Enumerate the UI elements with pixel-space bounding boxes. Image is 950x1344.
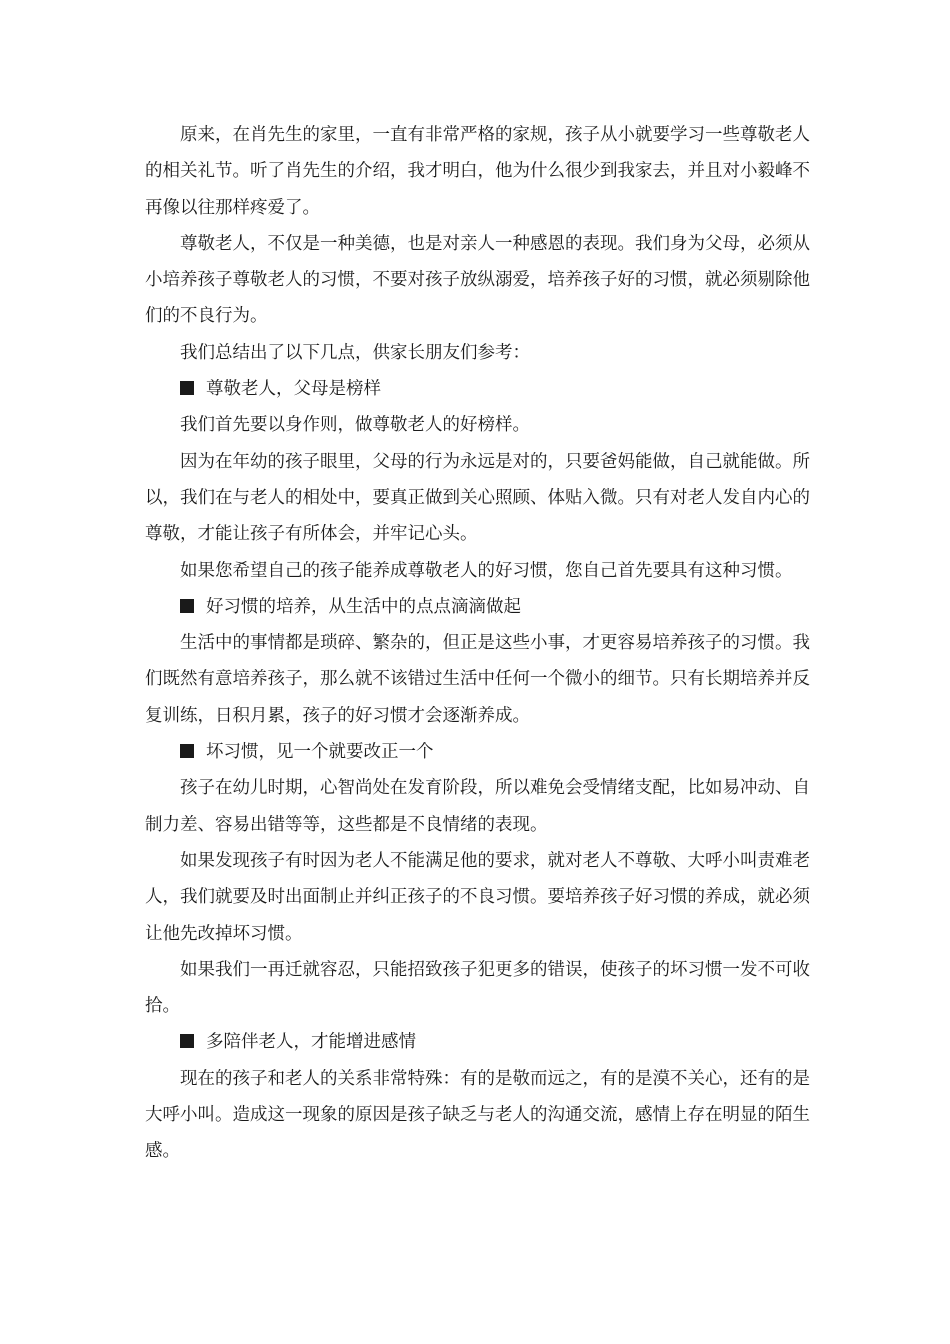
section-heading — [145, 589, 810, 625]
paragraph: 生活中的事情都是琐碎、繁杂的，但正是这些小事，才更容易培养孩子的习惯。我们既然有意培养孩子，那么就不该错过生活中任何一个微小的细节。只有长期培养并反复训练，日积月累，孩子的好习惯才会逐渐养成。 — [145, 633, 810, 726]
paragraph: 如果我们一再迁就容忍，只能招致孩子犯更多的错误，使孩子的坏习惯一发不可收拾。 — [145, 959, 810, 1017]
paragraph: 孩子在幼儿时期，心智尚处在发育阶段，所以难免会受情绪支配，比如易冲动、自制力差、容易出错等等，这些都是不良情绪的表现。 — [145, 778, 810, 835]
paragraph: 如果您希望自己的孩子能养成尊敬老人的好习惯，您自己首先要具有这种习惯。 — [180, 560, 793, 581]
square-bullet-icon — [180, 1034, 194, 1048]
section-heading-text: 好习惯的培养，从生活中的点点滴滴做起 — [206, 596, 521, 617]
paragraph: 我们总结出了以下几点，供家长朋友们参考： — [180, 342, 530, 363]
square-bullet-icon — [180, 744, 194, 758]
paragraph: 尊敬老人，不仅是一种美德，也是对亲人一种感恩的表现。我们身为父母，必须从小培养孩子尊敬老人的习惯，不要对孩子放纵溺爱，培养孩子好的习惯，就必须剔除他们的不良行为。 — [145, 233, 810, 327]
square-bullet-icon — [180, 381, 194, 395]
paragraph: 原来，在肖先生的家里，一直有非常严格的家规，孩子从小就要学习一些尊敬老人的相关礼节。听了肖先生的介绍，我才明白，他为什么很少到我家去，并且对小毅峰不再像以往那样疼爱了。 — [145, 125, 810, 218]
section-heading-text: 多陪伴老人，才能增进感情 — [206, 1032, 416, 1053]
document-page — [145, 117, 810, 1170]
paragraph: 现在的孩子和老人的关系非常特殊：有的是敬而远之，有的是漠不关心，还有的是大呼小叫。造成这一现象的原因是孩子缺乏与老人的沟通交流，感情上存在明显的陌生感。 — [145, 1068, 810, 1162]
section-heading — [145, 371, 810, 407]
section-heading-text: 尊敬老人，父母是榜样 — [206, 379, 381, 400]
section-heading-text: 坏习惯，见一个就要改正一个 — [206, 742, 434, 763]
paragraph: 如果发现孩子有时因为老人不能满足他的要求，就对老人不尊敬、大呼小叫责难老人，我们就要及时出面制止并纠正孩子的不良习惯。要培养孩子好习惯的养成，就必须让他先改掉坏习惯。 — [145, 850, 810, 944]
square-bullet-icon — [180, 599, 194, 613]
section-heading — [145, 1024, 810, 1060]
paragraph: 因为在年幼的孩子眼里，父母的行为永远是对的，只要爸妈能做，自己就能做。所以，我们在与老人的相处中，要真正做到关心照顾、体贴入微。只有对老人发自内心的尊敬，才能让孩子有所体会，并牢记心头。 — [145, 451, 810, 545]
paragraph: 我们首先要以身作则，做尊敬老人的好榜样。 — [180, 415, 530, 436]
section-heading — [145, 734, 810, 770]
